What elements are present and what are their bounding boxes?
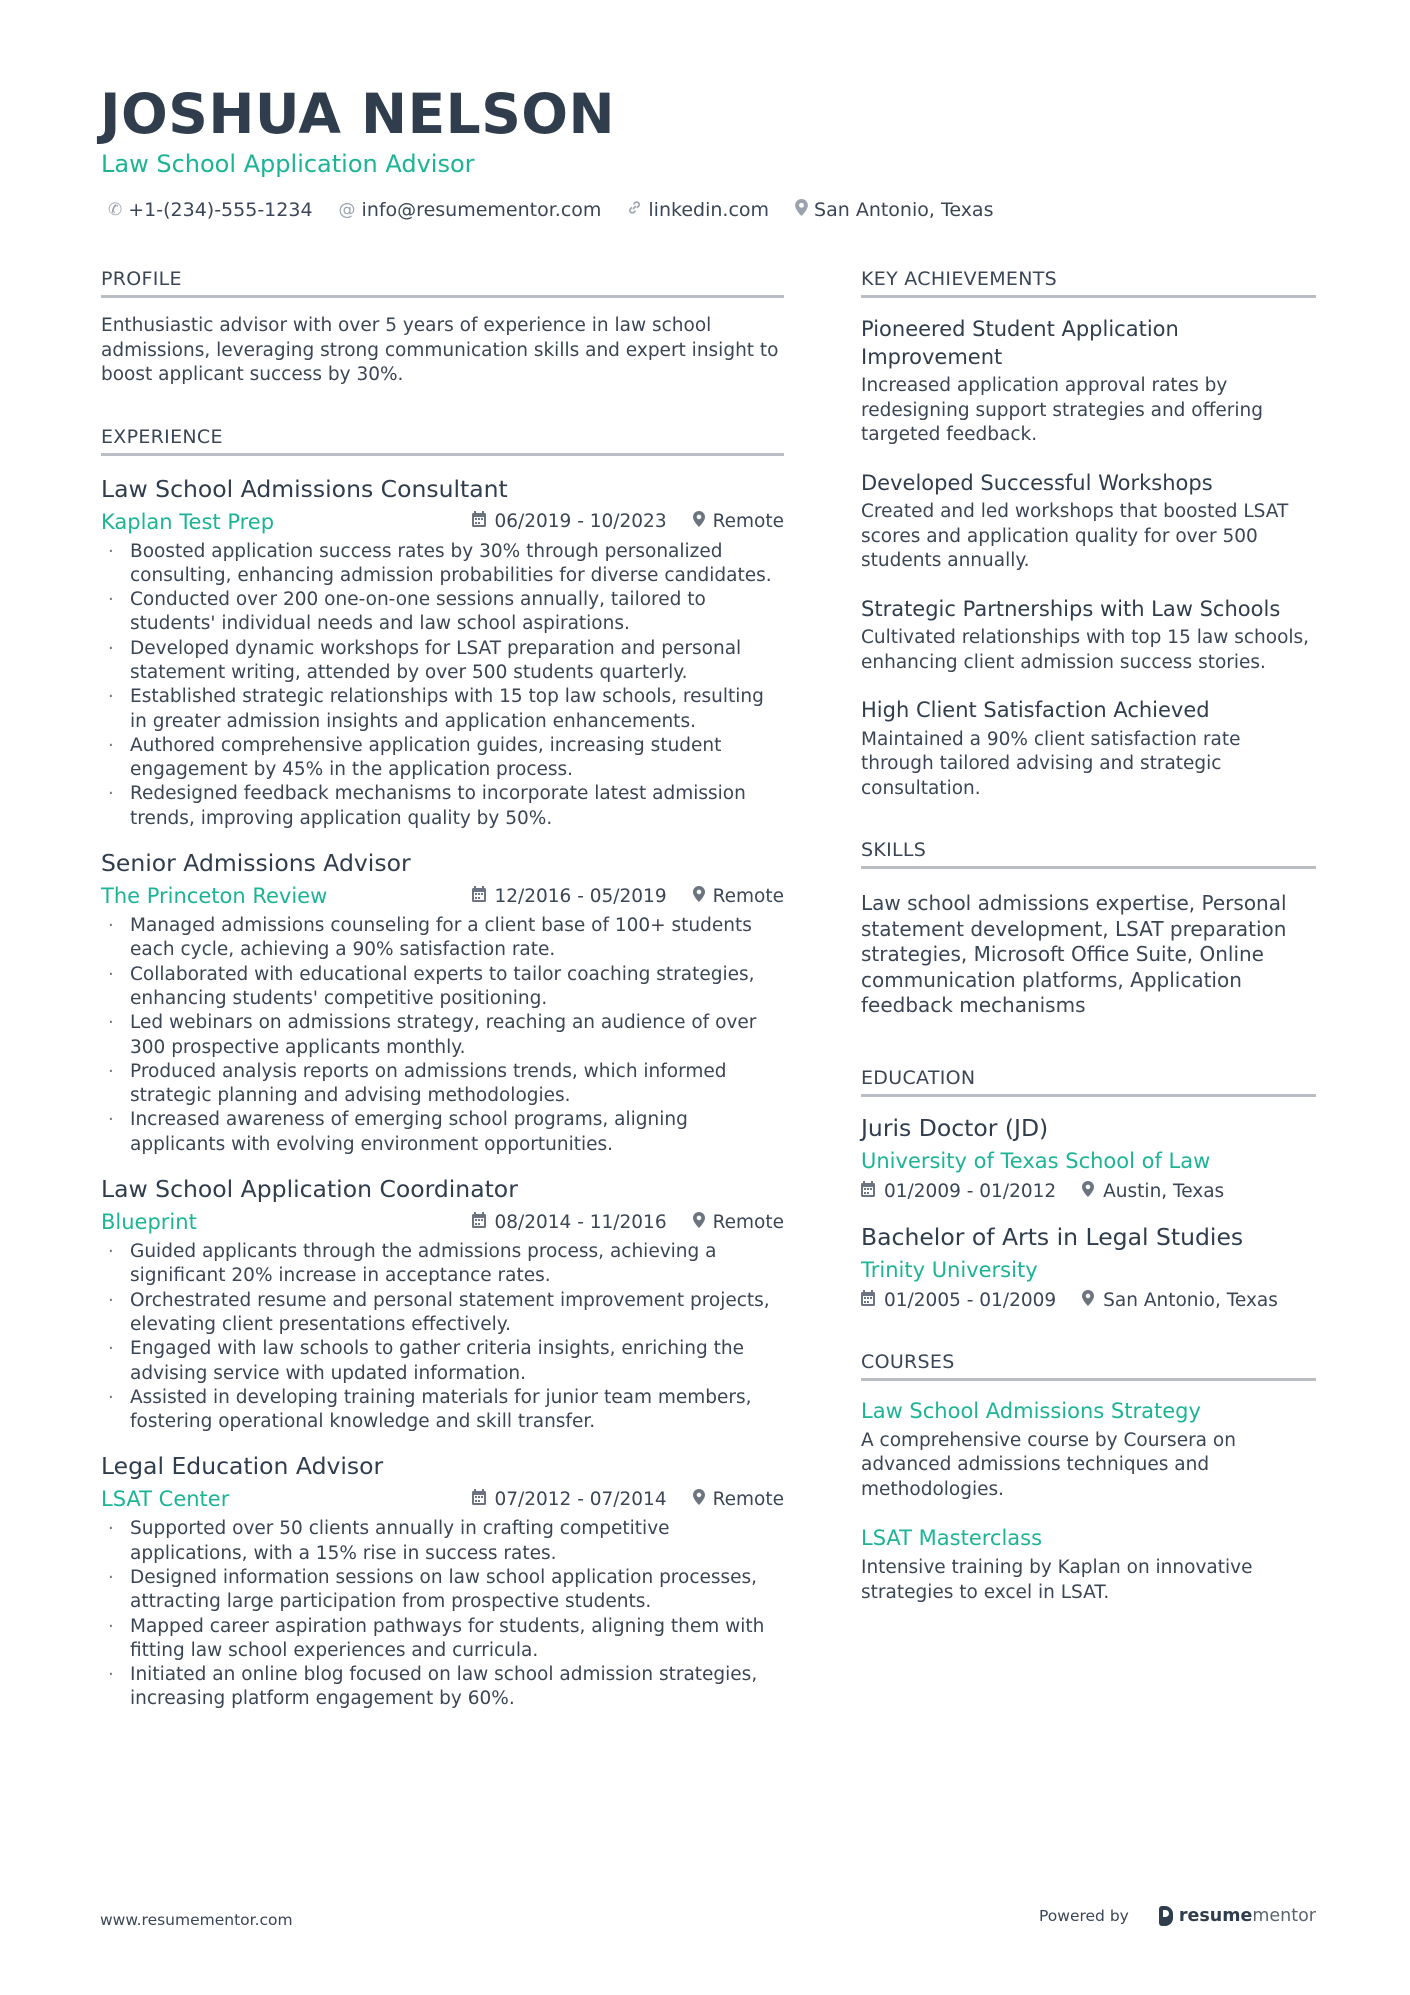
profile-text: Enthusiastic advisor with over 5 years of experience in law school admissions, leveraging strong communication skills and expert insight to boost applicant success by 30%. [101, 315, 779, 385]
contact-linkedin[interactable] [627, 199, 769, 221]
bullet-item: · Led webinars on admissions strategy, reaching an audience of over 300 prospective applicants monthly. [101, 1011, 784, 1060]
map-pin-icon [1082, 1181, 1094, 1202]
job-title: Senior Admissions Advisor [101, 849, 411, 878]
job-location [693, 886, 784, 907]
job-location-text: Remote [712, 1211, 784, 1233]
link-icon [627, 200, 642, 220]
map-pin-icon [693, 1489, 705, 1510]
achievement-title: Strategic Partnerships with Law Schools [861, 596, 1281, 621]
contact-phone [108, 199, 313, 221]
education-school: University of Texas School of Law [861, 1148, 1211, 1173]
job-location-text: Remote [712, 1488, 784, 1510]
candidate-name: JOSHUA NELSON [100, 82, 616, 146]
course-item [861, 1524, 1316, 1605]
job-title: Law School Application Coordinator [101, 1175, 518, 1204]
job-entry [101, 474, 784, 832]
courses-section [861, 1351, 1316, 1606]
job-company: The Princeton Review [101, 884, 328, 909]
course-item [861, 1397, 1316, 1503]
job-entry [101, 848, 784, 1157]
brand-logo[interactable] [1159, 1906, 1316, 1926]
candidate-role: Law School Application Advisor [101, 150, 475, 178]
bullet-item: · Guided applicants through the admissions process, achieving a significant 20% increase in acceptance rates. [101, 1240, 784, 1289]
map-pin-icon [693, 511, 705, 532]
achievement-title: High Client Satisfaction Achieved [861, 698, 1210, 722]
achievement-desc: Created and led workshops that boosted LSAT scores and application quality for over 500 students annually. [861, 501, 1289, 571]
linkedin-text[interactable]: linkedin.com [648, 199, 770, 221]
resumementor-logo-icon [1159, 1906, 1173, 1926]
job-location [693, 1489, 784, 1510]
job-title: Legal Education Advisor [101, 1452, 384, 1481]
job-bullets [101, 1517, 784, 1711]
powered-by-text: Powered by [1039, 1907, 1129, 1925]
education-item [861, 1222, 1316, 1311]
brand-bold: resume [1178, 1906, 1253, 1926]
course-title: LSAT Masterclass [861, 1526, 1043, 1550]
brand-light: mentor [1252, 1906, 1316, 1926]
profile-section [101, 268, 784, 388]
job-dates: 12/2016 - 05/2019 [494, 885, 667, 907]
job-date-location [472, 886, 784, 907]
job-meta [101, 881, 784, 911]
map-pin-icon [693, 1212, 705, 1233]
job-bullets [101, 540, 784, 832]
job-location-text: Remote [712, 885, 784, 907]
education-section [861, 1067, 1316, 1311]
education-location-text: San Antonio, Texas [1103, 1289, 1278, 1311]
bullet-item: · Boosted application success rates by 30% through personalized consulting, enhancing admission probabilities for diverse candidates. [101, 540, 784, 589]
calendar-icon [861, 1290, 875, 1311]
achievement-item [861, 697, 1316, 801]
bullet-item: · Collaborated with educational experts to tailor coaching strategies, enhancing students' competitive positioning. [101, 963, 784, 1012]
location-text: San Antonio, Texas [814, 199, 994, 221]
job-dates: 08/2014 - 11/2016 [494, 1211, 667, 1233]
course-title: Law School Admissions Strategy [861, 1398, 1201, 1423]
job-date-location [472, 1489, 784, 1510]
job-title: Law School Admissions Consultant [101, 474, 508, 503]
calendar-icon [472, 1489, 486, 1510]
course-desc: Intensive training by Kaplan on innovative strategies to excel in LSAT. [861, 1557, 1253, 1603]
job-location [693, 511, 784, 532]
education-item [861, 1113, 1316, 1202]
section-heading-courses: COURSES [861, 1351, 1316, 1381]
education-location [1082, 1290, 1278, 1311]
bullet-item: · Designed information sessions on law school application processes, attracting large participation from prospective students. [101, 1566, 784, 1615]
achievements-section [861, 268, 1316, 801]
map-pin-icon [693, 886, 705, 907]
job-company: Kaplan Test Prep [101, 509, 275, 534]
education-degree: Bachelor of Arts in Legal Studies [861, 1222, 1244, 1251]
experience-section [101, 426, 784, 1712]
section-heading-skills: SKILLS [861, 839, 1316, 869]
at-icon: @ [338, 200, 356, 220]
calendar-icon [472, 886, 486, 907]
contact-location [795, 199, 993, 221]
map-pin-icon [1082, 1290, 1094, 1311]
phone-text: +1-(234)-555-1234 [128, 199, 313, 221]
bullet-item: · Conducted over 200 one-on-one sessions annually, tailored to students' individual needs and law school aspirations. [101, 588, 784, 637]
education-meta [861, 1290, 1316, 1311]
section-heading-achievements: KEY ACHIEVEMENTS [861, 268, 1316, 298]
job-meta [101, 507, 784, 537]
map-pin-icon [795, 199, 808, 221]
achievement-item [861, 596, 1316, 676]
education-location [1082, 1181, 1224, 1202]
job-dates: 07/2012 - 07/2014 [494, 1488, 667, 1510]
section-heading-profile: PROFILE [101, 268, 784, 298]
footer-url[interactable]: www.resumementor.com [100, 1911, 293, 1929]
job-meta [101, 1484, 784, 1514]
job-bullets [101, 914, 784, 1157]
achievement-desc: Maintained a 90% client satisfaction rate through tailored advising and strategic consultation. [861, 728, 1241, 799]
skills-section [861, 839, 1316, 1019]
job-company: LSAT Center [101, 1487, 230, 1512]
achievement-title: Pioneered Student Application Improvement [861, 317, 1179, 369]
bullet-item: · Mapped career aspiration pathways for students, aligning them with fitting law school experiences and curricula. [101, 1615, 784, 1664]
section-heading-experience: EXPERIENCE [101, 426, 784, 456]
education-dates: 01/2005 - 01/2009 [884, 1289, 1057, 1311]
bullet-item: · Developed dynamic workshops for LSAT preparation and personal statement writing, attended by over 500 students quarterly. [101, 637, 784, 686]
contact-email[interactable] [339, 199, 602, 221]
bullet-item: · Initiated an online blog focused on law school admission strategies, increasing platform engagement by 60%. [101, 1663, 784, 1712]
calendar-icon [861, 1181, 875, 1202]
job-bullets [101, 1240, 784, 1434]
education-meta [861, 1181, 1316, 1202]
education-dates: 01/2009 - 01/2012 [884, 1180, 1057, 1202]
bullet-item: · Orchestrated resume and personal statement improvement projects, elevating client presentations effectively. [101, 1289, 784, 1338]
left-column [101, 268, 784, 1712]
phone-icon: ✆ [108, 200, 123, 220]
education-degree: Juris Doctor (JD) [861, 1113, 1049, 1142]
bullet-item: · Managed admissions counseling for a client base of 100+ students each cycle, achieving a 90% satisfaction rate. [101, 914, 784, 963]
calendar-icon [472, 1212, 486, 1233]
footer-branding [1039, 1906, 1316, 1926]
achievement-item [861, 316, 1316, 448]
education-location-text: Austin, Texas [1103, 1180, 1225, 1202]
calendar-icon [472, 511, 486, 532]
job-location [693, 1212, 784, 1233]
bullet-item: · Engaged with law schools to gather criteria insights, enriching the advising service with updated information. [101, 1337, 784, 1386]
education-school: Trinity University [861, 1257, 1038, 1282]
skills-text: Law school admissions expertise, Personal statement development, LSAT preparation strategies, Microsoft Office Suite, Online communication platforms, Application feedback mechanisms [861, 891, 1287, 1017]
bullet-item: · Authored comprehensive application guides, increasing student engagement by 45% in the application process. [101, 734, 784, 783]
bullet-item: · Increased awareness of emerging school programs, aligning applicants with evolving environment opportunities. [101, 1108, 784, 1157]
right-column [861, 268, 1316, 1605]
job-entry [101, 1451, 784, 1711]
job-entry [101, 1174, 784, 1434]
job-dates: 06/2019 - 10/2023 [494, 511, 667, 532]
job-date-location [472, 1212, 784, 1233]
job-meta [101, 1207, 784, 1237]
job-location-text: Remote [712, 511, 784, 532]
bullet-item: · Established strategic relationships with 15 top law schools, resulting in greater admission insights and application enhancements. [101, 685, 784, 734]
email-text[interactable]: info@resumementor.com [361, 199, 602, 221]
achievement-desc: Increased application approval rates by redesigning support strategies and offering targeted feedback. [861, 375, 1263, 445]
course-desc: A comprehensive course by Coursera on advanced admissions techniques and methodologies. [861, 1429, 1236, 1500]
contact-bar [108, 199, 1019, 221]
achievement-desc: Cultivated relationships with top 15 law schools, enhancing client admission success stories. [861, 627, 1310, 673]
bullet-item: · Produced analysis reports on admissions trends, which informed strategic planning and advising methodologies. [101, 1060, 784, 1109]
bullet-item: · Supported over 50 clients annually in crafting competitive applications, with a 15% rise in success rates. [101, 1517, 784, 1566]
job-date-location [472, 511, 784, 532]
achievement-item [861, 470, 1316, 574]
bullet-item: · Redesigned feedback mechanisms to incorporate latest admission trends, improving application quality by 50%. [101, 782, 784, 831]
bullet-item: · Assisted in developing training materials for junior team members, fostering operational knowledge and skill transfer. [101, 1386, 784, 1435]
achievement-title: Developed Successful Workshops [861, 470, 1213, 495]
job-company: Blueprint [101, 1210, 197, 1235]
section-heading-education: EDUCATION [861, 1067, 1316, 1097]
